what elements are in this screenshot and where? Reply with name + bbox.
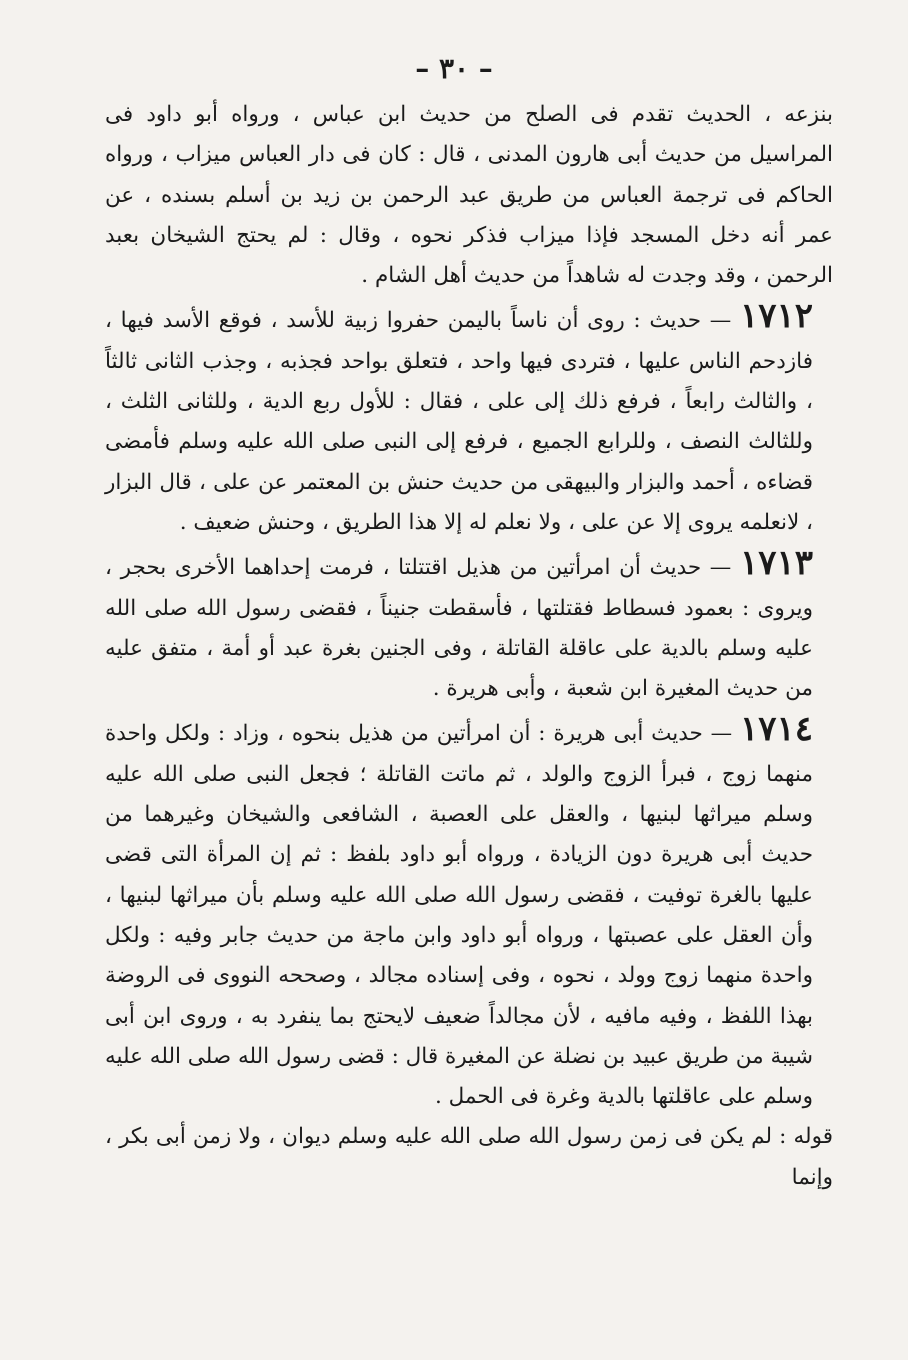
hadith-1712 (105, 296, 833, 543)
paragraph-text: — حديث أن امرأتين من هذيل اقتتلتا ، فرمت إحداهما الأخرى بحجر ، ويروى : بعمود فسطاط فقتلتها ، فأسقطت جنيناً ، فقضى رسول الله صلى الله عليه وسلم بالدية على عاقلة القاتلة ، وفى الجنين بغرة عبد أو أمة ، متفق عليه من حديث المغيرة ابن شعبة ، وأبى هريرة . (105, 555, 813, 702)
hadith-number: ١٧١٣ (739, 543, 813, 584)
paragraph-text: — حديث : روى أن ناساً باليمن حفروا زبية للأسد ، فوقع الأسد فيها ، فازدحم الناس عليها ، فتردى فيها واحد ، فتعلق بواحد فجذبه ، وجذب الثانى ثالثاً ، والثالث رابعاً ، فرفع ذلك إلى على ، فقال : للأول ربع الدية ، وللثانى الثلث ، وللثالث النصف ، وللرابع الجميع ، فرفع إلى النبى صلى الله عليه وسلم فأمضى قضاءه ، أحمد والبزار والبيهقى من حديث حنش بن المعتمر عن على ، قال البزار ، لانعلمه يروى إلا عن على ، ولا نعلم له إلا هذا الطريق ، وحنش ضعيف . (105, 308, 813, 535)
paragraph-text: بنزعه ، الحديث تقدم فى الصلح من حديث ابن عباس ، ورواه أبو داود فى المراسيل من حديث أبى هارون المدنى ، قال : كان فى دار العباس ميزاب ، ورواه الحاكم فى ترجمة العباس من طريق عبد الرحمن بن زيد بن أسلم بسنده ، عن عمر أنه دخل المسجد فإذا ميزاب فذكر نحوه ، وقال : لم يحتج الشيخان بعبد الرحمن ، وقد وجدت له شاهداً من حديث أهل الشام . (105, 102, 833, 289)
hadith-number: ١٧١٢ (739, 296, 813, 337)
hadith-1713 (105, 543, 833, 709)
paragraph-text: — حديث أبى هريرة : أن امرأتين من هذيل بنحوه ، وزاد : ولكل واحدة منهما زوج ، فبرأ الزوج والولد ، ثم ماتت القاتلة ؛ فجعل النبى صلى الله عليه وسلم ميراثها لبنيها ، والعقل على العصبة ، الشافعى والشيخان وغيرهما من حديث أبى هريرة دون الزيادة ، ورواه أبو داود بلفظ : ثم إن المرأة التى قضى عليها بالغرة توفيت ، فقضى رسول الله صلى الله عليه وسلم بأن ميراثها لبنيها ، وأن العقل على عصبتها ، ورواه أبو داود وابن ماجة من حديث جابر وفيه : ولكل واحدة منهما زوج وولد ، نحوه ، وفى إسناده مجالد ، وصححه النووى فى الروضة بهذا اللفظ ، وفيه مافيه ، لأن مجالداً ضعيف لايحتج بما ينفرد به ، وروى ابن أبى شيبة من طريق عبيد بن نضلة عن المغيرة قال : قضى رسول الله صلى الله عليه وسلم على عاقلتها بالدية وغرة فى الحمل . (105, 721, 813, 1110)
page-number: – ٣٠ – (415, 52, 493, 85)
paragraph-text: قوله : لم يكن فى زمن رسول الله صلى الله عليه وسلم ديوان ، ولا زمن أبى بكر ، وإنما (105, 1124, 833, 1190)
hadith-1714 (105, 709, 833, 1117)
paragraph-continuation (105, 95, 833, 296)
main-text (105, 95, 833, 1198)
paragraph-final (105, 1117, 833, 1198)
hadith-number: ١٧١٤ (739, 709, 813, 750)
